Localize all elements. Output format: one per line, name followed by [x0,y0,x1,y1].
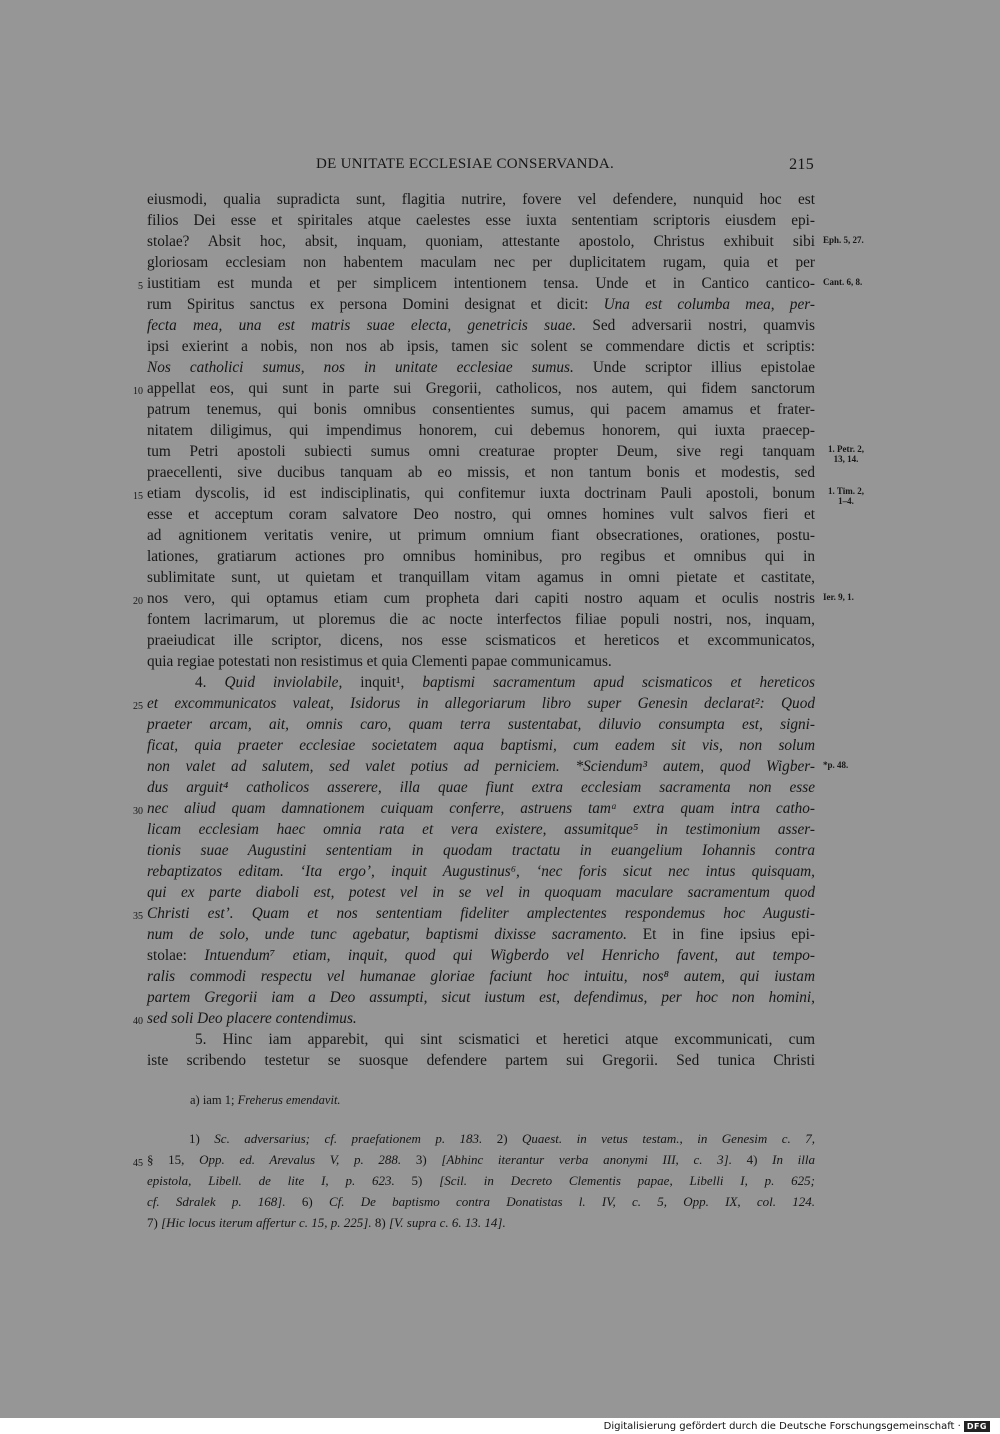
marginal-reference-text: 1–4. [838,496,854,506]
text-line [147,861,815,882]
text-line [147,987,815,1008]
text-run: patrum tenemus, qui bonis omnibus consentientes sumus, qui pacem amamus et frater- [147,401,815,418]
text-line [147,189,815,210]
text-run: sed soli Deo placere contendimus. [147,1010,357,1027]
marginal-reference [823,760,848,770]
text-line [147,924,815,945]
text-run: num de solo, unde tunc agebatur, baptismi dixisse sacramento. [147,926,627,943]
text-line [147,546,815,567]
marginal-reference-text: 1. Petr. 2, [828,444,864,454]
text-run: 5) [394,1173,440,1188]
text-run: praeter arcam, ait, omnis caro, quam terra sustentabat, diluvio consumpta est, signi- [147,716,815,733]
marginal-reference [823,486,869,506]
text-run: [V. supra c. 6. 13. 14]. [388,1215,506,1230]
line-number: 20 [133,596,143,607]
text-line [147,945,815,966]
text-line [147,1029,815,1050]
text-line [147,1128,815,1149]
text-run: 3) [401,1152,442,1167]
digitization-credit [604,1419,990,1433]
text-run: 6) [285,1194,329,1209]
text-run: baptismi sacramentum apud scismaticos et hereticos [422,674,815,691]
line-number: 25 [133,701,143,712]
text-line [147,420,815,441]
text-line [147,1212,815,1233]
text-run: Intuendum⁷ etiam, inquit, quod qui Wigberdo vel Henricho favent, aut tempo- [204,947,815,964]
text-line [147,882,815,903]
text-line [138,273,863,294]
page-number: 215 [789,156,814,173]
text-run: lationes, gratiarum actiones pro omnibus hominibus, pro regibus et omnibus qui in [147,548,815,565]
text-run: Quid inviolabile, [224,674,343,691]
marginal-reference [823,235,864,245]
text-line [133,1008,815,1029]
text-line [147,441,864,464]
marginal-reference-text: Eph. 5, 27. [823,235,864,245]
text-run: 4. [195,674,225,691]
text-line [147,462,815,483]
text-run: eiusmodi, qualia supradicta sunt, flagitia nutrire, fovere vel defendere, nunquid hoc est [147,191,815,208]
text-run: *Sciendum³ autem, quod Wigber- [559,758,816,775]
text-run: epistola, Libell. de lite I, p. 623. [147,1173,395,1188]
text-line [147,777,815,798]
text-run: inquit¹, [342,674,423,691]
text-run: Freherus emendavit. [237,1093,341,1107]
text-run: non valet ad salutem, sed valet potius ad perniciem. [147,758,560,775]
line-number: 10 [133,386,143,397]
text-run: etiam dyscolis, id est indisciplinatis, qui confitemur iuxta doctrinam Pauli apostoli, bonum [147,485,815,502]
text-line [147,210,815,231]
line-number: 30 [133,806,143,817]
text-run: Quaest. in vetus testam., in Genesim c. 7, [522,1131,815,1146]
text-run: fecta mea, una est matris suae electa, genetricis suae. [147,317,577,334]
marginal-reference [823,277,862,287]
text-line [133,798,815,819]
text-line [147,609,815,630]
text-run: tum Petri apostoli subiecti sumus omni creaturae propter Deum, sive regi tanquam [147,443,815,460]
text-run: gloriosam ecclesiam non habentem maculam nec per duplicitatem rugam, quia et per [147,254,815,271]
text-run: [Scil. in Decreto Clementis papae, Libelli I, p. 625; [439,1173,815,1188]
text-run: appellat eos, qui sunt in parte sui Gregorii, catholicos, nos autem, qui fidem sanctorum [147,380,815,397]
text-run: quia regiae potestati non resistimus et quia Clementi papae communicamus. [147,653,612,670]
text-run: sublimitate sunt, ut quietam et tranquillam vitam agamus in omni pietate et castitate, [147,569,815,586]
text-run: ficat, quia praeter ecclesiae societatem aqua baptismi, cum eadem sit vis, non solum [147,737,815,754]
text-run: [Abhinc iterantur verba anonymi III, c. 3]. [441,1152,732,1167]
line-number: 40 [133,1016,143,1027]
text-run: Nos catholici sumus, nos in unitate ecclesiae sumus. [147,359,574,376]
text-line [133,588,854,609]
text-run: [Hic locus iterum affertur c. 15, p. 225]. [161,1215,372,1230]
text-line [147,567,815,588]
text-run: Una est columba mea, per- [603,296,815,313]
text-line [147,252,815,273]
text-run: licam ecclesiam haec omnia rata et vera existere, assumitque⁵ in testimonium asser- [147,821,815,838]
text-run: ipsi exierint a nobis, non nos ab ipsis, tamen sic solent se commendare dictis et scriptis: [147,338,815,355]
text-run: filios Dei esse et spiritales atque caelestes esse iuxta sententiam scriptoris eiusdem epi- [147,212,815,229]
text-line [147,504,815,525]
text-run: 1) [189,1131,215,1146]
text-line [133,903,815,924]
text-run: 7) [147,1215,162,1230]
text-line [147,840,815,861]
text-line [147,1170,815,1191]
text-run: iste scribendo testetur se suosque defendere partem sui Gregorii. Sed tunica Christi [147,1052,815,1069]
text-line [133,378,815,399]
text-run: Cf. De baptismo contra Donatistas l. IV, c. 5, Opp. IX, col. 124. [328,1194,815,1209]
line-number: 35 [133,911,143,922]
text-run: Opp. ed. Arevalus V, p. 288. [199,1152,402,1167]
text-run: nitatem diligimus, qui impendimus honorem, cui debemus honorem, qui iuxta praecep- [147,422,815,439]
line-number: 5 [138,281,143,292]
footnotes [133,1128,815,1233]
dfg-logo: DFG [964,1421,990,1432]
text-line [147,525,815,546]
text-run: tionis suae Augustini sententiam in quodam tractatu in euangelium Iohannis contra [147,842,815,859]
text-line [133,693,815,714]
text-line [147,1050,815,1071]
text-run: et excommunicatos valeat, Isidorus in allegoriarum libro super Genesin declarat²: Quod [147,695,815,712]
text-run: Christi est’. Quam et nos sententiam fideliter amplectentes respondemus hoc Augusti- [147,905,815,922]
text-run: dus arguit⁴ catholicos asserere, illa quae fiunt extra ecclesiam sacramenta non esse [147,779,815,796]
text-run: esse et acceptum coram salvatore Deo nostro, qui omnes homines vult salvos fieri et [147,506,815,523]
text-run: Et in fine ipsius epi- [626,926,815,943]
text-line [147,315,815,336]
text-run: Sed adversarii nostri, quamvis [576,317,816,334]
marginal-reference-text: *p. 48. [823,760,849,770]
main-text [133,189,864,1071]
text-run: fontem lacrimarum, ut ploremus die ac nocte interfectos filiae populi nostri, nos, inquam, [147,611,815,628]
text-line [147,336,815,357]
text-line [133,1149,815,1170]
text-run: § 15, [147,1152,200,1167]
text-run: rebaptizatos editam. ‘Ita ergo’, inquit Augustinus⁶, ‘nec foris sicut nec intus quisquam, [147,863,815,880]
text-line [147,357,815,378]
text-line [147,714,815,735]
marginal-reference-text: 13, 14. [833,454,859,464]
text-run: Sc. adversarius; cf. praefationem p. 183. [214,1131,483,1146]
marginal-reference-text: Cant. 6, 8. [823,277,863,287]
line-number: 45 [133,1158,143,1169]
text-run: Unde scriptor illius epistolae [573,359,815,376]
running-title: DE UNITATE ECCLESIAE CONSERVANDA. [316,156,615,172]
text-run: nos vero, qui optamus etiam cum propheta dari capiti nostro aquam et oculis nostris [147,590,815,607]
text-line [147,735,815,756]
text-line [147,294,815,315]
line-number: 15 [133,491,143,502]
credit-text: Digitalisierung gefördert durch die Deutsche Forschungsgemeinschaft · [603,1420,961,1432]
text-line [147,819,815,840]
text-run: 5. Hinc iam apparebit, qui sint scismatici et heretici atque excommunicati, cum [195,1031,815,1048]
text-line [147,231,864,252]
text-run: ralis commodi respectu vel humanae gloriae faciunt hoc intuitu, nos⁸ autem, qui iustam [147,968,815,985]
text-run: praecellenti, sive ducibus tanquam ab eo missis, et non tantum bonis et modestis, sed [147,464,815,481]
text-line [147,966,815,987]
marginal-reference-text: Ier. 9, 1. [823,592,854,602]
text-line [133,483,864,506]
text-line [147,1191,815,1212]
text-run: rum Spiritus sanctus ex persona Domini designat et dicit: [147,296,604,313]
text-run: 4) [731,1152,773,1167]
text-run: praeiudicat ille scriptor, dicens, nos esse scismaticos et hereticos et excommunicatos, [147,632,815,649]
text-run: a) iam 1; [190,1093,238,1107]
text-run: iustitiam est munda et per simplicem intentionem tensa. Unde et in Cantico cantico- [147,275,815,292]
text-run: stolae? Absit hoc, absit, inquam, quoniam, attestante apostolo, Christus exhibuit sibi [147,233,815,250]
text-run: In illa [772,1152,815,1167]
text-line [147,756,849,777]
text-line [147,630,815,651]
text-line [147,399,815,420]
text-run: partem Gregorii iam a Deo assumpti, sicut iustum est, defendimus, per hoc non homini, [147,989,815,1006]
marginal-reference [823,444,869,464]
critical-apparatus [190,1093,341,1108]
text-run: 8) [371,1215,389,1230]
text-line [147,672,815,693]
marginal-reference-text: 1. Tim. 2, [828,486,864,496]
text-run: nec aliud quam damnationem cuiquam conferre, astruens tamᵃ extra quam intra catho- [147,800,815,817]
text-run: stolae: [147,947,205,964]
text-run: ad agnitionem veritatis venire, ut primum omnium fiant obsecrationes, orationes, postu- [147,527,815,544]
text-line [147,651,815,672]
text-run: qui ex parte diaboli est, potest vel in se vel in quoquam maculare sacramentum quod [147,884,815,901]
marginal-reference [823,592,854,602]
text-run: 2) [482,1131,523,1146]
text-run: cf. Sdralek p. 168]. [147,1194,286,1209]
